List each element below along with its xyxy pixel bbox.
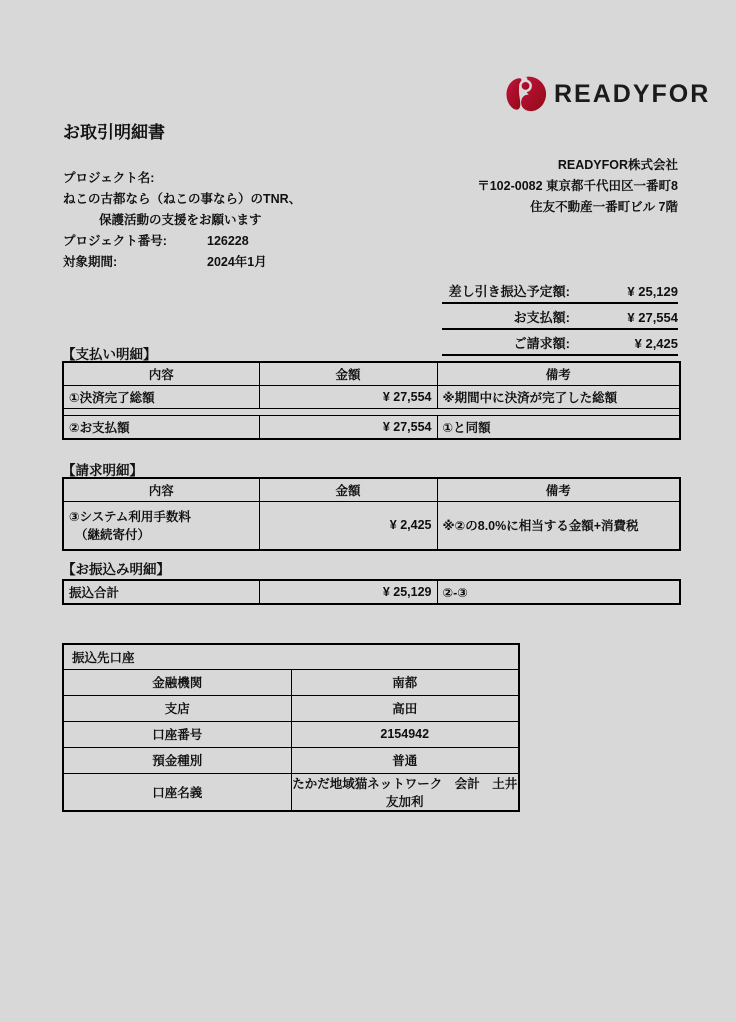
row-amount: ¥ 27,554	[259, 386, 437, 409]
spacer-row	[63, 409, 680, 416]
row-content-line2: （継続寄付）	[75, 528, 151, 543]
row-content: ①決済完了総額	[63, 386, 259, 409]
table-header-row	[63, 362, 680, 386]
bank-table-title-row	[63, 644, 519, 669]
summary-label: ご請求額:	[513, 336, 570, 351]
table-header-row	[63, 478, 680, 502]
bank-row-institution	[63, 669, 519, 695]
period-value: 2024年1月	[207, 255, 267, 269]
summary-value: ¥ 25,129	[627, 284, 678, 299]
period-label: 対象期間:	[63, 255, 118, 269]
bank-row-account-type	[63, 747, 519, 773]
header-content: 内容	[63, 362, 259, 386]
summary-row-transfer-planned	[442, 278, 678, 304]
payment-details-table	[62, 361, 681, 440]
row-note: ①と同額	[437, 416, 680, 440]
project-name-label: プロジェクト名:	[63, 171, 155, 185]
readyfor-brand-icon	[503, 74, 549, 114]
amount-summary	[442, 278, 678, 356]
row-amount: ¥ 2,425	[259, 502, 437, 550]
table-row	[63, 580, 680, 604]
company-address-line1: 〒102-0082 東京都千代田区一番町8	[477, 179, 678, 193]
bank-value: 2154942	[291, 721, 519, 747]
bank-row-account-number	[63, 721, 519, 747]
table-row	[63, 502, 680, 550]
row-amount: ¥ 25,129	[259, 580, 437, 604]
readyfor-logo	[503, 74, 710, 114]
row-amount: ¥ 27,554	[259, 416, 437, 440]
company-address-line2: 住友不動産一番町ビル 7階	[530, 200, 678, 214]
transfer-details-title: 【お振込み明細】	[62, 562, 170, 577]
table-row	[63, 416, 680, 440]
header-note: 備考	[437, 362, 680, 386]
header-amount: 金額	[259, 478, 437, 502]
table-row	[63, 386, 680, 409]
transfer-details-table	[62, 579, 681, 605]
bank-label: 支店	[63, 695, 291, 721]
readyfor-brand-text: READYFOR	[554, 79, 711, 108]
project-info	[63, 168, 301, 273]
row-note: ②-③	[437, 580, 680, 604]
document-title: お取引明細書	[63, 123, 165, 142]
row-content-line1: ③システム利用手数料	[69, 510, 191, 525]
project-name-line1: ねこの古都なら（ねこの事なら）のTNR、	[63, 192, 302, 206]
header-note: 備考	[437, 478, 680, 502]
bank-label: 口座名義	[63, 773, 291, 811]
bank-value: たかだ地域猫ネットワーク 会計 土井友加利	[291, 773, 519, 811]
bank-table-title: 振込先口座	[63, 644, 519, 669]
summary-label: お支払額:	[513, 310, 570, 325]
project-number-label: プロジェクト番号:	[63, 234, 167, 248]
row-content	[63, 502, 259, 550]
payment-details-title: 【支払い明細】	[62, 347, 157, 362]
company-name: READYFOR株式会社	[557, 158, 678, 172]
header-content: 内容	[63, 478, 259, 502]
bank-account-table	[62, 643, 520, 812]
bank-label: 口座番号	[63, 721, 291, 747]
summary-value: ¥ 2,425	[634, 336, 678, 351]
spacer-cell	[63, 409, 680, 416]
row-content: 振込合計	[63, 580, 259, 604]
billing-details-table	[62, 477, 681, 551]
bank-label: 金融機関	[63, 669, 291, 695]
bank-row-account-holder	[63, 773, 519, 811]
bank-value: 南都	[291, 669, 519, 695]
summary-row-payment	[442, 304, 678, 330]
summary-row-billed	[442, 330, 678, 356]
header-amount: 金額	[259, 362, 437, 386]
billing-details-title: 【請求明細】	[62, 463, 143, 478]
company-info	[477, 155, 678, 218]
bank-label: 預金種別	[63, 747, 291, 773]
project-number-value: 126228	[207, 234, 249, 248]
project-name-line2: 保護活動の支援をお願います	[99, 213, 262, 227]
bank-row-branch	[63, 695, 519, 721]
summary-value: ¥ 27,554	[627, 310, 678, 325]
bank-value: 普通	[291, 747, 519, 773]
row-content: ②お支払額	[63, 416, 259, 440]
summary-label: 差し引き振込予定額:	[448, 284, 570, 299]
bank-value: 高田	[291, 695, 519, 721]
row-note: ※②の8.0%に相当する金額+消費税	[437, 502, 680, 550]
row-note: ※期間中に決済が完了した総額	[437, 386, 680, 409]
